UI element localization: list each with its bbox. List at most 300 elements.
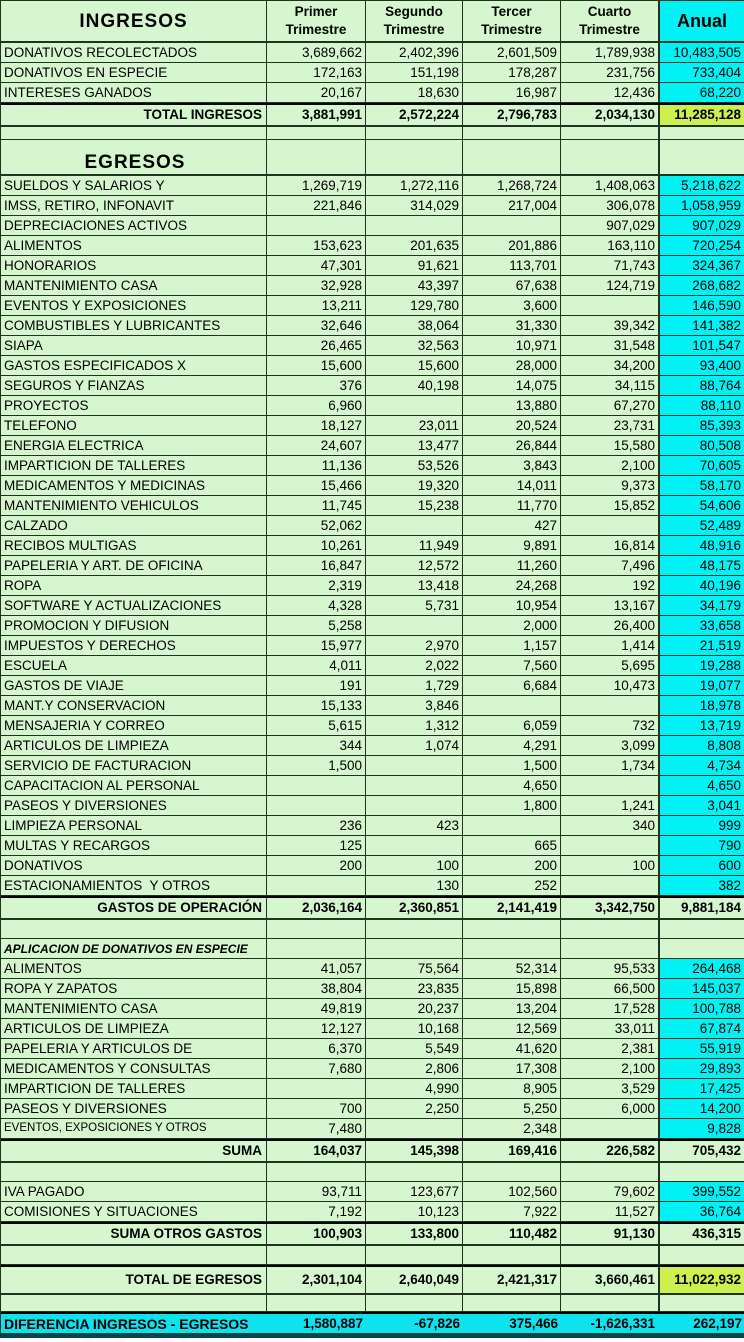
table-row [1, 516, 744, 536]
cell-q2 [366, 796, 463, 816]
cell-q3 [463, 816, 561, 836]
cell-q4: 306,078 [561, 196, 658, 216]
cell-anual: 146,590 [658, 296, 744, 316]
cell-q3 [463, 939, 561, 959]
row-label: PASEOS Y DIVERSIONES [1, 1099, 267, 1119]
cell-q3: 2,601,509 [463, 43, 561, 63]
cell-q1: 15,133 [267, 696, 366, 716]
col-header-q4 [561, 1, 658, 43]
cell-q4: 9,373 [561, 476, 658, 496]
cell-q4: 340 [561, 816, 658, 836]
cell-q4 [561, 876, 658, 896]
row-label: EGRESOS [1, 140, 267, 176]
cell-q4 [561, 696, 658, 716]
cell-q1: 18,127 [267, 416, 366, 436]
spacer-row [1, 1246, 744, 1265]
cell-q1: 100,903 [267, 1224, 366, 1246]
cell-q4: 5,695 [561, 656, 658, 676]
cell-q4: 31,548 [561, 336, 658, 356]
cell-q4: 1,241 [561, 796, 658, 816]
table-row [1, 776, 744, 796]
cell-q3 [463, 127, 561, 140]
table-row [1, 356, 744, 376]
cell-q2: 38,064 [366, 316, 463, 336]
cell-anual: 17,425 [658, 1079, 744, 1099]
cell-q1: 38,804 [267, 979, 366, 999]
cell-anual: 13,719 [658, 716, 744, 736]
cell-q4: 95,533 [561, 959, 658, 979]
cell-q3: 665 [463, 836, 561, 856]
cell-q2: 2,360,851 [366, 898, 463, 920]
table-row [1, 83, 744, 103]
cell-anual: 141,382 [658, 316, 744, 336]
cell-q2: 130 [366, 876, 463, 896]
cell-q3: 14,075 [463, 376, 561, 396]
cell-q4: 15,852 [561, 496, 658, 516]
cell-anual: 264,468 [658, 959, 744, 979]
cell-q4: 23,731 [561, 416, 658, 436]
cell-q2: 11,949 [366, 536, 463, 556]
cell-q2: 4,990 [366, 1079, 463, 1099]
cell-q1: 26,465 [267, 336, 366, 356]
cell-anual: 382 [658, 876, 744, 896]
row-label: DIFERENCIA INGRESOS - EGRESOS [1, 1314, 267, 1333]
cell-anual: 324,367 [658, 256, 744, 276]
cell-anual: 11,022,932 [658, 1267, 744, 1295]
cell-q4: 16,814 [561, 536, 658, 556]
cell-anual: 52,489 [658, 516, 744, 536]
cell-q4 [561, 1246, 658, 1265]
table-row [1, 959, 744, 979]
cell-q1: 200 [267, 856, 366, 876]
cell-q3: 52,314 [463, 959, 561, 979]
col-header-q2 [366, 1, 463, 43]
cell-q1: 13,211 [267, 296, 366, 316]
cell-q4: 11,527 [561, 1202, 658, 1222]
cell-anual [658, 1295, 744, 1312]
cell-q2 [366, 836, 463, 856]
cell-q1: 5,258 [267, 616, 366, 636]
col-header-q2-line2: Trimestre [383, 22, 445, 37]
row-label: ARTICULOS DE LIMPIEZA [1, 736, 267, 756]
cell-q3: 110,482 [463, 1224, 561, 1246]
table-row [1, 556, 744, 576]
table-row [1, 656, 744, 676]
row-label: MEDICAMENTOS Y MEDICINAS [1, 476, 267, 496]
col-header-q1-line2: Trimestre [285, 22, 347, 37]
cell-q2: 13,418 [366, 576, 463, 596]
table-row [1, 576, 744, 596]
cell-anual: 21,519 [658, 636, 744, 656]
cell-q3: 67,638 [463, 276, 561, 296]
cell-q3: 8,905 [463, 1079, 561, 1099]
cell-q4 [561, 939, 658, 959]
cell-q3: 9,891 [463, 536, 561, 556]
row-label: SEGUROS Y FIANZAS [1, 376, 267, 396]
cell-q2: 123,677 [366, 1182, 463, 1202]
row-label: CALZADO [1, 516, 267, 536]
cell-q3: 20,524 [463, 416, 561, 436]
spacer-row [1, 127, 744, 140]
cell-q1: 1,500 [267, 756, 366, 776]
table-row [1, 176, 744, 196]
row-label: SUELDOS Y SALARIOS Y [1, 176, 267, 196]
cell-q2: 91,621 [366, 256, 463, 276]
cell-q1: 32,928 [267, 276, 366, 296]
row-label: HONORARIOS [1, 256, 267, 276]
row-label: ROPA [1, 576, 267, 596]
cell-q4: 12,436 [561, 83, 658, 103]
cell-q1: 6,960 [267, 396, 366, 416]
cell-q4: 66,500 [561, 979, 658, 999]
col-header-q2-line1: Segundo [385, 4, 443, 20]
cell-q4: 2,100 [561, 1059, 658, 1079]
cell-q1: 7,480 [267, 1119, 366, 1139]
row-label: IMPUESTOS Y DERECHOS [1, 636, 267, 656]
table-row [1, 836, 744, 856]
cell-q3: 178,287 [463, 63, 561, 83]
row-label [1, 1295, 267, 1312]
cell-q2: 1,272,116 [366, 176, 463, 196]
cell-q3: 11,260 [463, 556, 561, 576]
cell-q1: 2,036,164 [267, 898, 366, 920]
cell-q4: 91,130 [561, 1224, 658, 1246]
cell-q2 [366, 756, 463, 776]
row-label: IMSS, RETIRO, INFONAVIT [1, 196, 267, 216]
table-row [1, 43, 744, 63]
cell-q2: 10,168 [366, 1019, 463, 1039]
grand-total-row [1, 103, 744, 127]
cell-q1: 2,301,104 [267, 1267, 366, 1295]
cell-q2: 75,564 [366, 959, 463, 979]
difference-row [1, 1312, 744, 1338]
cell-q3: 26,844 [463, 436, 561, 456]
cell-anual: 55,919 [658, 1039, 744, 1059]
cell-q3: 2,421,317 [463, 1267, 561, 1295]
col-header-q1 [267, 1, 366, 43]
cell-q3: 24,268 [463, 576, 561, 596]
row-label: MANTENIMIENTO VEHICULOS [1, 496, 267, 516]
cell-q2 [366, 1119, 463, 1139]
col-header-q4-line1: Cuarto [587, 4, 632, 20]
cell-q3: 113,701 [463, 256, 561, 276]
cell-anual [658, 140, 744, 176]
cell-q1: 11,136 [267, 456, 366, 476]
cell-q2: 15,600 [366, 356, 463, 376]
cell-q2: 2,970 [366, 636, 463, 656]
cell-q4: 6,000 [561, 1099, 658, 1119]
row-label: ARTICULOS DE LIMPIEZA [1, 1019, 267, 1039]
cell-q4 [561, 296, 658, 316]
row-label: DONATIVOS [1, 856, 267, 876]
row-label: CAPACITACION AL PERSONAL [1, 776, 267, 796]
cell-q2: 201,635 [366, 236, 463, 256]
cell-q3: 1,268,724 [463, 176, 561, 196]
cell-anual: 11,285,128 [658, 105, 744, 127]
cell-q1 [267, 1079, 366, 1099]
row-label: APLICACION DE DONATIVOS EN ESPECIE [1, 939, 267, 959]
cell-q4 [561, 920, 658, 939]
cell-q1: 164,037 [267, 1141, 366, 1163]
cell-q2: 100 [366, 856, 463, 876]
cell-q2: 32,563 [366, 336, 463, 356]
table-row [1, 476, 744, 496]
cell-q1: 49,819 [267, 999, 366, 1019]
cell-q4: 10,473 [561, 676, 658, 696]
row-label [1, 1163, 267, 1182]
cell-q4: 79,602 [561, 1182, 658, 1202]
row-label: PROMOCION Y DIFUSION [1, 616, 267, 636]
cell-anual: 68,220 [658, 83, 744, 103]
table-row [1, 856, 744, 876]
cell-q3: 102,560 [463, 1182, 561, 1202]
table-row [1, 416, 744, 436]
cell-q4: 2,100 [561, 456, 658, 476]
cell-q4: 2,034,130 [561, 105, 658, 127]
table-row [1, 636, 744, 656]
cell-q2: 2,402,396 [366, 43, 463, 63]
cell-q3: 28,000 [463, 356, 561, 376]
row-label: COMBUSTIBLES Y LUBRICANTES [1, 316, 267, 336]
cell-q4: 1,408,063 [561, 176, 658, 196]
cell-q3: 1,500 [463, 756, 561, 776]
row-label: PASEOS Y DIVERSIONES [1, 796, 267, 816]
cell-anual: 145,037 [658, 979, 744, 999]
cell-anual: 19,288 [658, 656, 744, 676]
spacer-row [1, 1163, 744, 1182]
cell-q3: 4,650 [463, 776, 561, 796]
cell-anual: 262,197 [658, 1314, 744, 1333]
table-row [1, 1119, 744, 1139]
cell-q2 [366, 920, 463, 939]
cell-q4: 231,756 [561, 63, 658, 83]
cell-q2: 5,549 [366, 1039, 463, 1059]
cell-q4: 3,099 [561, 736, 658, 756]
table-row [1, 316, 744, 336]
cell-q4 [561, 127, 658, 140]
cell-q3: 427 [463, 516, 561, 536]
cell-q3: 17,308 [463, 1059, 561, 1079]
table-row [1, 216, 744, 236]
cell-anual: 1,058,959 [658, 196, 744, 216]
cell-anual: 19,077 [658, 676, 744, 696]
spacer-row [1, 920, 744, 939]
cell-q3: 3,843 [463, 456, 561, 476]
cell-q2 [366, 216, 463, 236]
cell-anual: 399,552 [658, 1182, 744, 1202]
table-row [1, 756, 744, 776]
table-row [1, 979, 744, 999]
table-row [1, 536, 744, 556]
subtotal-row [1, 1139, 744, 1163]
cell-q1: 24,607 [267, 436, 366, 456]
cell-anual: 436,315 [658, 1224, 744, 1246]
cell-q4: 2,381 [561, 1039, 658, 1059]
cell-q1 [267, 1163, 366, 1182]
cell-q1: 15,600 [267, 356, 366, 376]
cell-q3: 169,416 [463, 1141, 561, 1163]
cell-q3: 2,141,419 [463, 898, 561, 920]
cell-q1 [267, 1295, 366, 1312]
row-label: DONATIVOS RECOLECTADOS [1, 43, 267, 63]
cell-q2: 2,250 [366, 1099, 463, 1119]
row-label: TOTAL DE EGRESOS [1, 1267, 267, 1295]
cell-q3: 10,971 [463, 336, 561, 356]
cell-anual [658, 1163, 744, 1182]
cell-anual: 5,218,622 [658, 176, 744, 196]
cell-q4 [561, 836, 658, 856]
cell-q3 [463, 696, 561, 716]
table-row [1, 436, 744, 456]
cell-q2: 18,630 [366, 83, 463, 103]
cell-q3: 1,800 [463, 796, 561, 816]
cell-q3: 4,291 [463, 736, 561, 756]
cell-q3 [463, 920, 561, 939]
cell-q1: 10,261 [267, 536, 366, 556]
row-label [1, 127, 267, 140]
cell-q1: 1,580,887 [267, 1314, 366, 1333]
cell-anual: 3,041 [658, 796, 744, 816]
cell-q4 [561, 1295, 658, 1312]
table-rows [1, 43, 744, 1338]
cell-q1: 15,466 [267, 476, 366, 496]
cell-q1 [267, 1246, 366, 1265]
cell-q4: 732 [561, 716, 658, 736]
cell-q1: 153,623 [267, 236, 366, 256]
table-row [1, 396, 744, 416]
cell-q3: 2,000 [463, 616, 561, 636]
row-label: ROPA Y ZAPATOS [1, 979, 267, 999]
table-row [1, 716, 744, 736]
cell-q2 [366, 616, 463, 636]
row-label: INTERESES GANADOS [1, 83, 267, 103]
row-label: SUMA OTROS GASTOS [1, 1224, 267, 1246]
cell-q1: 2,319 [267, 576, 366, 596]
cell-q2 [366, 1295, 463, 1312]
cell-q2: 3,846 [366, 696, 463, 716]
cell-q1: 376 [267, 376, 366, 396]
cell-q3 [463, 1246, 561, 1265]
cell-anual: 48,916 [658, 536, 744, 556]
cell-q3: 11,770 [463, 496, 561, 516]
cell-q4: 39,342 [561, 316, 658, 336]
ingresos-title: INGRESOS [1, 1, 267, 43]
cell-q3 [463, 1295, 561, 1312]
cell-anual: 9,881,184 [658, 898, 744, 920]
table-row [1, 276, 744, 296]
cell-q4: 3,529 [561, 1079, 658, 1099]
row-label: SUMA [1, 1141, 267, 1163]
row-label: COMISIONES Y SITUACIONES [1, 1202, 267, 1222]
cell-anual: 999 [658, 816, 744, 836]
cell-q1: 5,615 [267, 716, 366, 736]
cell-q4: 7,496 [561, 556, 658, 576]
cell-anual: 85,393 [658, 416, 744, 436]
cell-anual: 10,483,505 [658, 43, 744, 63]
cell-anual [658, 1246, 744, 1265]
row-label: TOTAL INGRESOS [1, 105, 267, 127]
cell-anual: 268,682 [658, 276, 744, 296]
cell-q1: 3,881,991 [267, 105, 366, 127]
row-label: TELEFONO [1, 416, 267, 436]
cell-q4: 1,734 [561, 756, 658, 776]
row-label: EVENTOS, EXPOSICIONES Y OTROS [1, 1119, 267, 1139]
cell-q2: 1,312 [366, 716, 463, 736]
cell-q2: 151,198 [366, 63, 463, 83]
cell-q4: 33,011 [561, 1019, 658, 1039]
cell-anual: 101,547 [658, 336, 744, 356]
cell-q3: 14,011 [463, 476, 561, 496]
row-label: GASTOS ESPECIFICADOS X [1, 356, 267, 376]
cell-q2 [366, 776, 463, 796]
cell-q3 [463, 216, 561, 236]
spacer-row [1, 1295, 744, 1312]
cell-q2 [366, 939, 463, 959]
row-label: PAPELERIA Y ART. DE OFICINA [1, 556, 267, 576]
cell-q2: 40,198 [366, 376, 463, 396]
cell-anual: 33,658 [658, 616, 744, 636]
table-row [1, 1182, 744, 1202]
cell-anual: 100,788 [658, 999, 744, 1019]
cell-q1 [267, 796, 366, 816]
cell-q2: 10,123 [366, 1202, 463, 1222]
cell-q2: 1,729 [366, 676, 463, 696]
cell-q3: 2,796,783 [463, 105, 561, 127]
cell-q3: 6,059 [463, 716, 561, 736]
cell-q1: 700 [267, 1099, 366, 1119]
cell-q1: 41,057 [267, 959, 366, 979]
cell-q2: 20,237 [366, 999, 463, 1019]
cell-q3 [463, 140, 561, 176]
section-header-row [1, 140, 744, 176]
cell-anual: 40,196 [658, 576, 744, 596]
cell-q4 [561, 516, 658, 536]
cell-q2 [366, 1163, 463, 1182]
cell-anual: 80,508 [658, 436, 744, 456]
cell-q3: 201,886 [463, 236, 561, 256]
cell-q1 [267, 127, 366, 140]
cell-q2: 5,731 [366, 596, 463, 616]
cell-q4 [561, 140, 658, 176]
row-label: GASTOS DE OPERACIÓN [1, 898, 267, 920]
row-label: ESCUELA [1, 656, 267, 676]
cell-q1 [267, 876, 366, 896]
row-label [1, 920, 267, 939]
table-row [1, 736, 744, 756]
table-row [1, 796, 744, 816]
cell-q2: 1,074 [366, 736, 463, 756]
cell-q2: 2,022 [366, 656, 463, 676]
cell-q3 [463, 1163, 561, 1182]
cell-q3: 3,600 [463, 296, 561, 316]
cell-q4 [561, 1163, 658, 1182]
cell-q4: 34,115 [561, 376, 658, 396]
cell-q4: 3,342,750 [561, 898, 658, 920]
cell-q2 [366, 127, 463, 140]
row-label: DONATIVOS EN ESPECIE [1, 63, 267, 83]
table-row [1, 496, 744, 516]
cell-q1: 1,269,719 [267, 176, 366, 196]
cell-q3: 7,922 [463, 1202, 561, 1222]
grand-total-row [1, 1265, 744, 1295]
table-row [1, 196, 744, 216]
cell-q1: 3,689,662 [267, 43, 366, 63]
row-label: ALIMENTOS [1, 959, 267, 979]
table-row [1, 696, 744, 716]
row-label: LIMPIEZA PERSONAL [1, 816, 267, 836]
cell-q3: 1,157 [463, 636, 561, 656]
cell-q1: 47,301 [267, 256, 366, 276]
